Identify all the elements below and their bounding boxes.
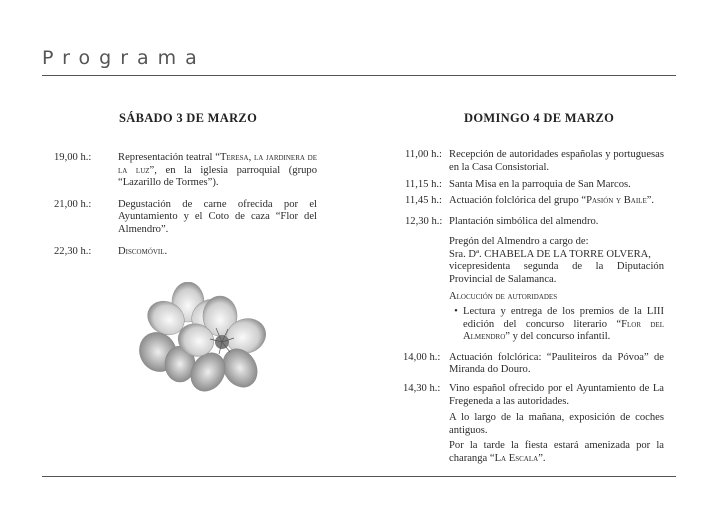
awards-bullet: • Lectura y entrega de los premios de la LIII edición del concurso literario “Flor del Almendro” y del concurso infantil. bbox=[449, 306, 664, 344]
event-description: Degustación de carne ofrecida por el Ayuntamiento y el Coto de caza “Flor del Almendro”. bbox=[118, 198, 317, 235]
top-divider bbox=[42, 75, 676, 76]
event-time: 11,45 h.: bbox=[405, 194, 442, 206]
schedule-entry bbox=[403, 352, 664, 377]
schedule-entry bbox=[54, 246, 317, 259]
charanga-note: Por la tarde la fiesta estará amenizada por la charanga “La Escala”. bbox=[449, 440, 664, 464]
pregon-speaker-role: vicepresidenta segunda de la Diputación Provincial de Salamanca. bbox=[449, 261, 664, 285]
schedule-entry bbox=[405, 195, 664, 208]
event-description: Actuación folclórica: “Pauliteiros da Póvoa” de Miranda do Douro. bbox=[449, 351, 664, 376]
event-description: Vino español ofrecido por el Ayuntamiento de La Fregeneda a las autoridades. bbox=[449, 382, 664, 407]
event-description: Discomóvil. bbox=[118, 245, 168, 257]
event-time: 14,00 h.: bbox=[403, 351, 441, 363]
event-time: 22,30 h.: bbox=[54, 245, 92, 257]
pregon-intro: Pregón del Almendro a cargo de: bbox=[449, 235, 589, 247]
page-title: Programa bbox=[42, 47, 206, 69]
schedule-entry bbox=[405, 216, 664, 229]
sunday-notes bbox=[449, 412, 664, 465]
schedule-entry bbox=[405, 149, 664, 174]
bottom-divider bbox=[42, 476, 676, 477]
event-description: Plantación simbólica del almendro. bbox=[449, 216, 599, 228]
event-time: 11,00 h.: bbox=[405, 149, 442, 160]
event-description: Santa Misa en la parroquia de San Marcos. bbox=[449, 179, 631, 191]
schedule-entry bbox=[405, 179, 664, 192]
sunday-title: DOMINGO 4 DE MARZO bbox=[464, 111, 615, 125]
schedule-entry bbox=[54, 152, 317, 190]
event-description: Recepción de autoridades españolas y portuguesas en la Casa Consistorial. bbox=[449, 149, 664, 173]
schedule-entry bbox=[403, 383, 664, 408]
sunday-details bbox=[449, 236, 664, 344]
saturday-title: SÁBADO 3 DE MARZO bbox=[119, 111, 258, 125]
event-time: 21,00 h.: bbox=[54, 198, 92, 210]
event-time: 19,00 h.: bbox=[54, 152, 92, 163]
almond-flower-illustration bbox=[136, 282, 272, 410]
event-time: 14,30 h.: bbox=[403, 382, 441, 394]
bullet-icon: • bbox=[454, 305, 458, 317]
event-time: 12,30 h.: bbox=[405, 216, 443, 228]
event-description: Actuación folclórica del grupo “Pasión y Baile”. bbox=[449, 194, 655, 206]
event-description: Representación teatral “Teresa, la jardinera de la luz”, en la iglesia parroquial (grupo “Lazarillo de Tormes”). bbox=[118, 152, 318, 189]
alocucion-heading: Alocución de autoridades bbox=[449, 291, 558, 303]
pregon-speaker: Sra. Dª. CHABELA DE LA TORRE OLVERA, bbox=[449, 248, 651, 260]
schedule-entry bbox=[54, 199, 317, 237]
event-time: 11,15 h.: bbox=[405, 179, 442, 191]
saturday-schedule bbox=[54, 152, 317, 267]
sunday-schedule bbox=[405, 149, 664, 470]
car-exhibition-note: A lo largo de la mañana, exposición de coches antiguos. bbox=[449, 412, 664, 436]
